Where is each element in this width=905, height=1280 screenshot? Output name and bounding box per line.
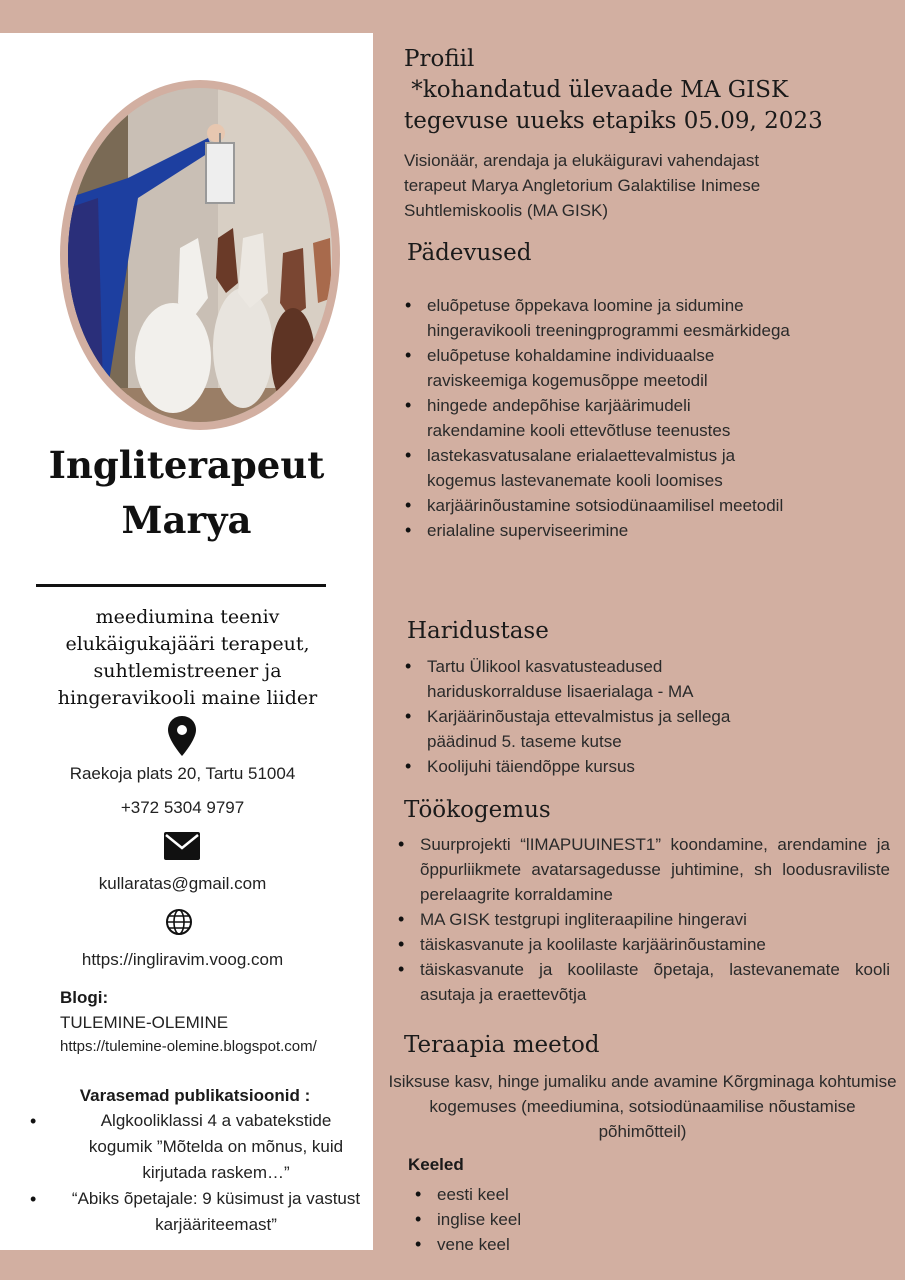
photo-illustration: [68, 88, 332, 422]
experience-list: [398, 832, 890, 1007]
list-item: • täiskasvanute ja koolilaste õpetaja, lastevanemate kooli asutaja ja eraettevõtja: [398, 957, 890, 1007]
name-line-1: Ingliterapeut: [48, 443, 325, 487]
email-envelope-icon: [164, 832, 200, 860]
therapy-heading: Teraapia meetod: [404, 1032, 600, 1058]
profile-photo-frame: [60, 80, 340, 430]
competences-heading: Pädevused: [407, 240, 532, 266]
person-name: [0, 438, 373, 548]
list-item: • Suurprojekti “lIMAPUUINEST1” koondamine, arendamine ja õppurliikmete avatarsagedusse juhtimine, sh loodusraviliste perelaagrite korraldamine: [398, 832, 890, 907]
competences-list: [405, 293, 790, 543]
publications-list: [22, 1108, 362, 1238]
education-list: [405, 654, 775, 779]
publications-heading: Varasemad publikatsioonid :: [79, 1086, 311, 1105]
list-item: • vene keel: [415, 1232, 615, 1257]
blog-heading: Blogi:: [60, 988, 109, 1007]
address-text: Raekoja plats 20, Tartu 51004: [69, 764, 296, 783]
list-item: • inglise keel: [415, 1207, 615, 1232]
list-item: • Algkooliklassi 4 a vabatekstide kogumik ”Mõtelda on mõnus, kuid kirjutada raskem…”: [22, 1108, 362, 1186]
blog-name: TULEMINE-OLEMINE: [60, 1013, 229, 1032]
list-item: • erialaline superviseerimine: [405, 518, 790, 543]
education-heading: Haridustase: [407, 618, 549, 644]
tagline-line: suhtlemistreener ja: [93, 660, 282, 682]
profile-subtitle-1: *kohandatud ülevaade MA GISK: [404, 77, 789, 103]
profile-text: Visionäär, arendaja ja elukäiguravi vahendajast terapeut Marya Angletorium Galaktilise Inimese Suhtlemiskoolis (MA GISK): [404, 151, 761, 220]
website-link[interactable]: https://ingliravim.voog.com: [81, 950, 284, 969]
list-item: • Koolijuhi täiendõppe kursus: [405, 754, 775, 779]
profile-photo: [68, 88, 332, 422]
list-item: • MA GISK testgrupi ingliteraapiline hingeravi: [398, 907, 890, 932]
list-item: • eluõpetuse õppekava loomine ja sidumine hingeravikooli treeningprogrammi eesmärkidega: [405, 293, 790, 343]
therapy-text: Isiksuse kasv, hinge jumaliku ande avamine Kõrgminaga kohtumise kogemuses (meediumina, sotsiodünaamilise nõustamise põhimõtteil): [388, 1072, 897, 1141]
location-pin-icon: [168, 716, 196, 756]
blog-url-link[interactable]: https://tulemine-olemine.blogspot.com/: [60, 1038, 317, 1055]
phone-text[interactable]: +372 5304 9797: [120, 798, 245, 817]
list-item: • “Abiks õpetajale: 9 küsimust ja vastust karjääriteemast”: [22, 1186, 362, 1238]
tagline: [30, 604, 345, 712]
profile-subtitle-2: tegevuse uueks etapiks 05.09, 2023: [404, 108, 823, 134]
name-divider: [36, 584, 326, 587]
list-item: • Tartu Ülikool kasvatusteadused hariduskorralduse lisaerialaga - MA: [405, 654, 775, 704]
email-text[interactable]: kullaratas@gmail.com: [98, 874, 267, 893]
list-item: • Karjäärinõustaja ettevalmistus ja sellega päädinud 5. taseme kutse: [405, 704, 775, 754]
experience-heading: Töökogemus: [404, 797, 551, 823]
tagline-line: hingeravikooli maine liider: [57, 687, 318, 709]
languages-list: [415, 1182, 615, 1257]
list-item: • eesti keel: [415, 1182, 615, 1207]
tagline-line: elukäigukajääri terapeut,: [65, 633, 310, 655]
profile-heading: Profiil: [404, 46, 475, 72]
list-item: • hingede andepõhise karjäärimudeli rakendamine kooli ettevõtluse teenustes: [405, 393, 790, 443]
profile-heading-block: [404, 44, 894, 137]
list-item: • karjäärinõustamine sotsiodünaamilisel meetodil: [405, 493, 790, 518]
tagline-line: meediumina teeniv: [95, 606, 280, 628]
globe-icon: [165, 908, 193, 936]
list-item: • täiskasvanute ja koolilaste karjäärinõustamine: [398, 932, 890, 957]
list-item: • eluõpetuse kohaldamine individuaalse raviskeemiga kogemusõppe meetodil: [405, 343, 790, 393]
languages-heading: Keeled: [408, 1155, 464, 1174]
name-line-2: Marya: [121, 498, 252, 542]
list-item: • lastekasvatusalane erialaettevalmistus ja kogemus lastevanemate kooli loomises: [405, 443, 790, 493]
